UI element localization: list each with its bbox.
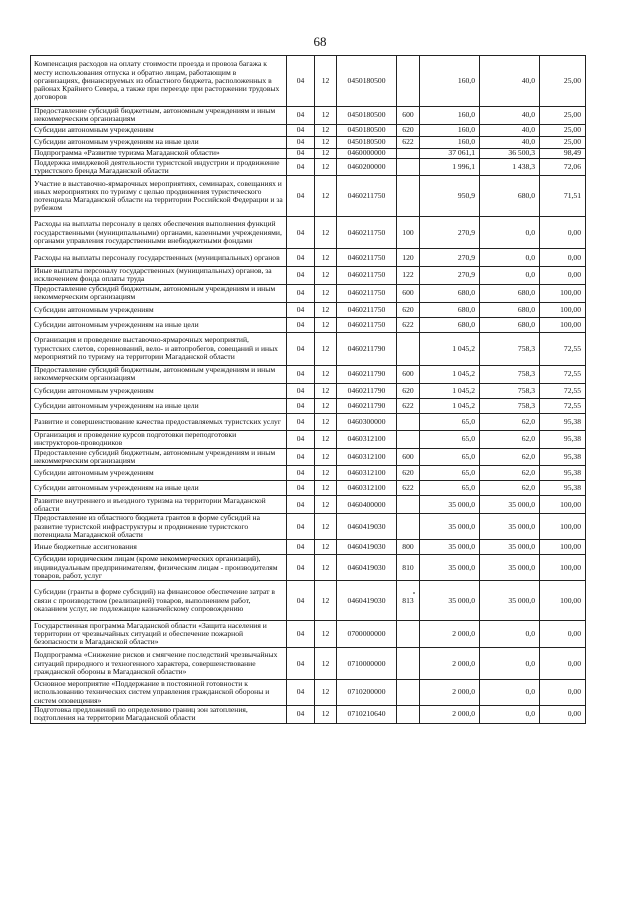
- cell-executed-amount: 0,0: [480, 621, 540, 648]
- cell-name: Субсидии автономным учреждениям: [31, 466, 287, 481]
- cell-section: 04: [287, 302, 315, 317]
- scan-speck: [413, 592, 415, 594]
- cell-planned-amount: 270,9: [420, 217, 480, 249]
- cell-target-article: 0460419030: [337, 540, 397, 555]
- cell-executed-amount: 758,3: [480, 398, 540, 413]
- cell-planned-amount: 2 000,0: [420, 706, 480, 724]
- cell-planned-amount: 1 996,1: [420, 158, 480, 176]
- cell-execution-percent: 100,00: [540, 302, 586, 317]
- cell-target-article: 0710000000: [337, 648, 397, 680]
- cell-executed-amount: 0,0: [480, 706, 540, 724]
- cell-name: Субсидии (гранты в форме субсидий) на финансовое обеспечение затрат в связи с производством (реализацией) товаров, выполнением работ, оказанием услуг, не подлежащие казначейскому сопровождению: [31, 581, 287, 621]
- table-row: [31, 158, 586, 176]
- cell-section: 04: [287, 413, 315, 430]
- cell-target-article: 0460419030: [337, 581, 397, 621]
- table-row: [31, 332, 586, 365]
- cell-execution-percent: 72,55: [540, 398, 586, 413]
- cell-expense-type: 600: [397, 284, 420, 302]
- cell-execution-percent: 0,00: [540, 621, 586, 648]
- cell-name: Расходы на выплаты персоналу в целях обеспечения выполнения функций государственными (муниципальными) органами, казенными учреждениями, органами управления государственными внебюджетными фондами: [31, 217, 287, 249]
- cell-section: 04: [287, 555, 315, 581]
- cell-executed-amount: 40,0: [480, 56, 540, 107]
- table-row: [31, 383, 586, 398]
- cell-subsection: 12: [315, 448, 337, 466]
- cell-planned-amount: 950,9: [420, 176, 480, 217]
- cell-subsection: 12: [315, 581, 337, 621]
- cell-section: 04: [287, 267, 315, 285]
- cell-target-article: 0710210640: [337, 706, 397, 724]
- table-row: [31, 107, 586, 125]
- cell-expense-type: 622: [397, 317, 420, 332]
- cell-expense-type: 813: [397, 581, 420, 621]
- cell-name: Субсидии автономным учреждениям: [31, 383, 287, 398]
- cell-expense-type: 620: [397, 383, 420, 398]
- cell-expense-type: 800: [397, 540, 420, 555]
- cell-target-article: 0460211750: [337, 176, 397, 217]
- cell-execution-percent: 71,51: [540, 176, 586, 217]
- cell-target-article: 0460312100: [337, 481, 397, 496]
- cell-executed-amount: 62,0: [480, 466, 540, 481]
- cell-expense-type: [397, 648, 420, 680]
- cell-planned-amount: 680,0: [420, 284, 480, 302]
- cell-target-article: 0460419030: [337, 555, 397, 581]
- cell-expense-type: 600: [397, 107, 420, 125]
- cell-expense-type: 100: [397, 217, 420, 249]
- cell-name: Организация и проведение выставочно-ярмарочных мероприятий, туристских слетов, соревнований, вело- и автопробегов, совещаний и иных мероприятий по туризму на территории Магаданской области: [31, 332, 287, 365]
- cell-expense-type: [397, 496, 420, 514]
- cell-target-article: 0460300000: [337, 413, 397, 430]
- cell-name: Подпрограмма «Снижение рисков и смягчение последствий чрезвычайных ситуаций природного и техногенного характера, совершенствование гражданской обороны в Магаданской области»: [31, 648, 287, 680]
- table-row: [31, 302, 586, 317]
- cell-subsection: 12: [315, 267, 337, 285]
- cell-section: 04: [287, 317, 315, 332]
- table-row: [31, 621, 586, 648]
- cell-name: Подготовка предложений по определению границ зон затопления, подтопления на территории Магаданской области: [31, 706, 287, 724]
- cell-execution-percent: 25,00: [540, 124, 586, 136]
- cell-execution-percent: 95,38: [540, 481, 586, 496]
- cell-execution-percent: 100,00: [540, 514, 586, 540]
- cell-planned-amount: 680,0: [420, 302, 480, 317]
- cell-name: Субсидии автономным учреждениям: [31, 302, 287, 317]
- cell-name: Участие в выставочно-ярмарочных мероприятиях, семинарах, совещаниях и иных мероприятиях по туризму с целью продвижения туристического потенциала Магаданской области на территории Российской Федерации и за рубежом: [31, 176, 287, 217]
- table-row: [31, 706, 586, 724]
- cell-expense-type: 600: [397, 448, 420, 466]
- cell-name: Субсидии автономным учреждениям на иные цели: [31, 136, 287, 148]
- cell-planned-amount: 65,0: [420, 448, 480, 466]
- cell-execution-percent: 72,06: [540, 158, 586, 176]
- cell-executed-amount: 35 000,0: [480, 540, 540, 555]
- cell-executed-amount: 680,0: [480, 302, 540, 317]
- cell-execution-percent: 100,00: [540, 317, 586, 332]
- table-row: [31, 148, 586, 158]
- cell-target-article: 0460211790: [337, 365, 397, 383]
- cell-planned-amount: 65,0: [420, 481, 480, 496]
- cell-planned-amount: 160,0: [420, 56, 480, 107]
- cell-subsection: 12: [315, 176, 337, 217]
- cell-subsection: 12: [315, 148, 337, 158]
- cell-execution-percent: 0,00: [540, 706, 586, 724]
- cell-expense-type: [397, 621, 420, 648]
- cell-target-article: 0460400000: [337, 496, 397, 514]
- cell-section: 04: [287, 383, 315, 398]
- cell-expense-type: [397, 176, 420, 217]
- cell-planned-amount: 270,9: [420, 267, 480, 285]
- cell-subsection: 12: [315, 466, 337, 481]
- cell-planned-amount: 680,0: [420, 317, 480, 332]
- cell-name: Субсидии автономным учреждениям на иные цели: [31, 398, 287, 413]
- cell-execution-percent: 0,00: [540, 217, 586, 249]
- cell-name: Предоставление субсидий бюджетным, автономным учреждениям и иным некоммерческим организациям: [31, 107, 287, 125]
- cell-subsection: 12: [315, 540, 337, 555]
- cell-target-article: 0460211790: [337, 383, 397, 398]
- cell-expense-type: 120: [397, 249, 420, 267]
- cell-executed-amount: 680,0: [480, 176, 540, 217]
- cell-section: 04: [287, 514, 315, 540]
- cell-execution-percent: 95,38: [540, 413, 586, 430]
- cell-expense-type: 622: [397, 136, 420, 148]
- cell-subsection: 12: [315, 514, 337, 540]
- cell-expense-type: 620: [397, 124, 420, 136]
- cell-target-article: 0460312100: [337, 466, 397, 481]
- cell-execution-percent: 95,38: [540, 466, 586, 481]
- cell-execution-percent: 0,00: [540, 680, 586, 706]
- cell-subsection: 12: [315, 496, 337, 514]
- cell-planned-amount: 1 045,2: [420, 365, 480, 383]
- cell-target-article: 0450180500: [337, 56, 397, 107]
- cell-execution-percent: 25,00: [540, 136, 586, 148]
- cell-execution-percent: 25,00: [540, 107, 586, 125]
- cell-section: 04: [287, 124, 315, 136]
- cell-section: 04: [287, 136, 315, 148]
- cell-executed-amount: 40,0: [480, 124, 540, 136]
- cell-target-article: 0460312100: [337, 430, 397, 448]
- cell-executed-amount: 680,0: [480, 317, 540, 332]
- cell-executed-amount: 62,0: [480, 413, 540, 430]
- cell-planned-amount: 1 045,2: [420, 398, 480, 413]
- cell-subsection: 12: [315, 158, 337, 176]
- table-row: [31, 466, 586, 481]
- table-row: [31, 124, 586, 136]
- cell-executed-amount: 35 000,0: [480, 581, 540, 621]
- cell-planned-amount: 160,0: [420, 124, 480, 136]
- cell-name: Субсидии автономным учреждениям на иные цели: [31, 317, 287, 332]
- cell-execution-percent: 72,55: [540, 332, 586, 365]
- cell-executed-amount: 1 438,3: [480, 158, 540, 176]
- cell-target-article: 0460312100: [337, 448, 397, 466]
- cell-executed-amount: 0,0: [480, 680, 540, 706]
- cell-execution-percent: 100,00: [540, 555, 586, 581]
- cell-expense-type: 622: [397, 481, 420, 496]
- table-row: [31, 365, 586, 383]
- cell-section: 04: [287, 56, 315, 107]
- cell-planned-amount: 35 000,0: [420, 496, 480, 514]
- table-row: [31, 398, 586, 413]
- table-row: [31, 176, 586, 217]
- cell-name: Компенсация расходов на оплату стоимости проезда и провоза багажа к месту использования отпуска и обратно лицам, работающим в организациях, финансируемых из областного бюджета, расположенных в районах Крайнего Севера, а также при переезде при расторжении трудовых договоров: [31, 56, 287, 107]
- cell-section: 04: [287, 496, 315, 514]
- cell-section: 04: [287, 448, 315, 466]
- cell-name: Субсидии автономным учреждениям на иные цели: [31, 481, 287, 496]
- cell-executed-amount: 62,0: [480, 430, 540, 448]
- cell-subsection: 12: [315, 317, 337, 332]
- table-row: [31, 680, 586, 706]
- cell-executed-amount: 758,3: [480, 383, 540, 398]
- cell-section: 04: [287, 706, 315, 724]
- table-row: [31, 249, 586, 267]
- cell-planned-amount: 1 045,2: [420, 383, 480, 398]
- cell-section: 04: [287, 365, 315, 383]
- cell-subsection: 12: [315, 107, 337, 125]
- cell-section: 04: [287, 466, 315, 481]
- cell-target-article: 0460211790: [337, 332, 397, 365]
- cell-planned-amount: 35 000,0: [420, 555, 480, 581]
- cell-subsection: 12: [315, 136, 337, 148]
- cell-section: 04: [287, 581, 315, 621]
- cell-execution-percent: 0,00: [540, 249, 586, 267]
- cell-expense-type: [397, 514, 420, 540]
- table-row: [31, 481, 586, 496]
- cell-expense-type: 622: [397, 398, 420, 413]
- cell-name: Расходы на выплаты персоналу государственных (муниципальных) органов: [31, 249, 287, 267]
- cell-subsection: 12: [315, 413, 337, 430]
- page-number: 68: [313, 34, 327, 49]
- cell-section: 04: [287, 217, 315, 249]
- cell-execution-percent: 98,49: [540, 148, 586, 158]
- cell-execution-percent: 25,00: [540, 56, 586, 107]
- cell-planned-amount: 270,9: [420, 249, 480, 267]
- cell-section: 04: [287, 249, 315, 267]
- cell-name: Государственная программа Магаданской области «Защита населения и территории от чрезвычайных ситуаций и обеспечение пожарной безопасности в Магаданской области»: [31, 621, 287, 648]
- cell-subsection: 12: [315, 332, 337, 365]
- cell-executed-amount: 40,0: [480, 107, 540, 125]
- budget-table: [30, 55, 586, 724]
- cell-subsection: 12: [315, 217, 337, 249]
- cell-execution-percent: 72,55: [540, 383, 586, 398]
- cell-expense-type: [397, 56, 420, 107]
- cell-name: Подпрограмма «Развитие туризма Магаданской области»: [31, 148, 287, 158]
- cell-expense-type: 620: [397, 302, 420, 317]
- cell-executed-amount: 758,3: [480, 365, 540, 383]
- cell-section: 04: [287, 481, 315, 496]
- cell-target-article: 0700000000: [337, 621, 397, 648]
- cell-expense-type: 122: [397, 267, 420, 285]
- cell-section: 04: [287, 158, 315, 176]
- cell-target-article: 0450180500: [337, 124, 397, 136]
- cell-planned-amount: 65,0: [420, 413, 480, 430]
- cell-subsection: 12: [315, 430, 337, 448]
- cell-expense-type: [397, 680, 420, 706]
- cell-executed-amount: 62,0: [480, 448, 540, 466]
- cell-planned-amount: 65,0: [420, 430, 480, 448]
- cell-target-article: 0460211750: [337, 267, 397, 285]
- cell-name: Основное мероприятие «Поддержание в постоянной готовности к использованию технических систем управления гражданской обороны и систем оповещения»: [31, 680, 287, 706]
- cell-name: Иные выплаты персоналу государственных (муниципальных) органов, за исключением фонда оплаты труда: [31, 267, 287, 285]
- cell-target-article: 0460419030: [337, 514, 397, 540]
- cell-planned-amount: 160,0: [420, 107, 480, 125]
- cell-planned-amount: 2 000,0: [420, 680, 480, 706]
- cell-subsection: 12: [315, 680, 337, 706]
- cell-target-article: 0460000000: [337, 148, 397, 158]
- cell-section: 04: [287, 540, 315, 555]
- cell-planned-amount: 2 000,0: [420, 648, 480, 680]
- cell-planned-amount: 65,0: [420, 466, 480, 481]
- table-row: [31, 581, 586, 621]
- cell-executed-amount: 40,0: [480, 136, 540, 148]
- cell-subsection: 12: [315, 124, 337, 136]
- table-row: [31, 413, 586, 430]
- cell-expense-type: [397, 430, 420, 448]
- cell-expense-type: [397, 332, 420, 365]
- budget-table-body: [31, 56, 586, 724]
- cell-executed-amount: 35 000,0: [480, 514, 540, 540]
- cell-planned-amount: 35 000,0: [420, 540, 480, 555]
- cell-name: Предоставление субсидий бюджетным, автономным учреждениям и иным некоммерческим организациям: [31, 365, 287, 383]
- cell-target-article: 0460200000: [337, 158, 397, 176]
- cell-execution-percent: 0,00: [540, 648, 586, 680]
- cell-name: Развитие и совершенствование качества предоставляемых туристских услуг: [31, 413, 287, 430]
- cell-name: Организация и проведение курсов подготовки переподготовки инструкторов-проводников: [31, 430, 287, 448]
- cell-expense-type: 620: [397, 466, 420, 481]
- cell-execution-percent: 0,00: [540, 267, 586, 285]
- table-row: [31, 448, 586, 466]
- cell-subsection: 12: [315, 706, 337, 724]
- cell-target-article: 0460211750: [337, 284, 397, 302]
- cell-executed-amount: 0,0: [480, 267, 540, 285]
- cell-target-article: 0710200000: [337, 680, 397, 706]
- cell-subsection: 12: [315, 648, 337, 680]
- table-row: [31, 555, 586, 581]
- cell-target-article: 0460211750: [337, 249, 397, 267]
- cell-subsection: 12: [315, 365, 337, 383]
- cell-target-article: 0450180500: [337, 136, 397, 148]
- cell-subsection: 12: [315, 621, 337, 648]
- cell-planned-amount: 160,0: [420, 136, 480, 148]
- cell-target-article: 0460211790: [337, 398, 397, 413]
- cell-execution-percent: 95,38: [540, 448, 586, 466]
- cell-section: 04: [287, 176, 315, 217]
- table-row: [31, 496, 586, 514]
- cell-subsection: 12: [315, 56, 337, 107]
- cell-executed-amount: 680,0: [480, 284, 540, 302]
- table-row: [31, 267, 586, 285]
- cell-name: Развитие внутреннего и въездного туризма на территории Магаданской области: [31, 496, 287, 514]
- cell-execution-percent: 95,38: [540, 430, 586, 448]
- cell-section: 04: [287, 621, 315, 648]
- cell-expense-type: [397, 148, 420, 158]
- cell-execution-percent: 100,00: [540, 284, 586, 302]
- cell-subsection: 12: [315, 383, 337, 398]
- cell-name: Предоставление субсидий бюджетным, автономным учреждениям и иным некоммерческим организациям: [31, 284, 287, 302]
- cell-executed-amount: 0,0: [480, 249, 540, 267]
- table-row: [31, 648, 586, 680]
- cell-name: Субсидии юридическим лицам (кроме некоммерческих организаций), индивидуальным предпринимателям, физическим лицам - производителям товаров, работ, услуг: [31, 555, 287, 581]
- cell-execution-percent: 100,00: [540, 581, 586, 621]
- cell-section: 04: [287, 430, 315, 448]
- cell-executed-amount: 35 000,0: [480, 496, 540, 514]
- cell-expense-type: 810: [397, 555, 420, 581]
- cell-name: Поддержка имиджевой деятельности туристской индустрии и продвижение туристского бренда Магаданской области: [31, 158, 287, 176]
- cell-executed-amount: 36 500,3: [480, 148, 540, 158]
- table-row: [31, 317, 586, 332]
- cell-subsection: 12: [315, 284, 337, 302]
- cell-planned-amount: 2 000,0: [420, 621, 480, 648]
- cell-name: Предоставление субсидий бюджетным, автономным учреждениям и иным некоммерческим организациям: [31, 448, 287, 466]
- cell-target-article: 0460211750: [337, 217, 397, 249]
- cell-executed-amount: 758,3: [480, 332, 540, 365]
- cell-execution-percent: 100,00: [540, 540, 586, 555]
- cell-expense-type: [397, 706, 420, 724]
- cell-subsection: 12: [315, 398, 337, 413]
- cell-expense-type: [397, 158, 420, 176]
- cell-planned-amount: 1 045,2: [420, 332, 480, 365]
- cell-name: Иные бюджетные ассигнования: [31, 540, 287, 555]
- cell-name: Субсидии автономным учреждениям: [31, 124, 287, 136]
- table-row: [31, 514, 586, 540]
- table-row: [31, 284, 586, 302]
- cell-section: 04: [287, 648, 315, 680]
- table-row: [31, 540, 586, 555]
- cell-section: 04: [287, 398, 315, 413]
- cell-executed-amount: 35 000,0: [480, 555, 540, 581]
- cell-executed-amount: 0,0: [480, 648, 540, 680]
- table-row: [31, 430, 586, 448]
- cell-subsection: 12: [315, 555, 337, 581]
- cell-executed-amount: 0,0: [480, 217, 540, 249]
- cell-execution-percent: 100,00: [540, 496, 586, 514]
- cell-subsection: 12: [315, 481, 337, 496]
- cell-subsection: 12: [315, 302, 337, 317]
- cell-section: 04: [287, 148, 315, 158]
- cell-target-article: 0460211750: [337, 317, 397, 332]
- table-row: [31, 56, 586, 107]
- cell-target-article: 0460211750: [337, 302, 397, 317]
- table-row: [31, 217, 586, 249]
- table-row: [31, 136, 586, 148]
- cell-section: 04: [287, 107, 315, 125]
- cell-planned-amount: 37 061,1: [420, 148, 480, 158]
- cell-target-article: 0450180500: [337, 107, 397, 125]
- cell-section: 04: [287, 284, 315, 302]
- cell-section: 04: [287, 332, 315, 365]
- cell-section: 04: [287, 680, 315, 706]
- cell-expense-type: 600: [397, 365, 420, 383]
- cell-planned-amount: 35 000,0: [420, 581, 480, 621]
- cell-subsection: 12: [315, 249, 337, 267]
- cell-execution-percent: 72,55: [540, 365, 586, 383]
- cell-name: Предоставление из областного бюджета грантов в форме субсидий на развитие туристской инфраструктуры и продвижение туристского потенциала Магаданской области: [31, 514, 287, 540]
- cell-executed-amount: 62,0: [480, 481, 540, 496]
- cell-planned-amount: 35 000,0: [420, 514, 480, 540]
- cell-expense-type: [397, 413, 420, 430]
